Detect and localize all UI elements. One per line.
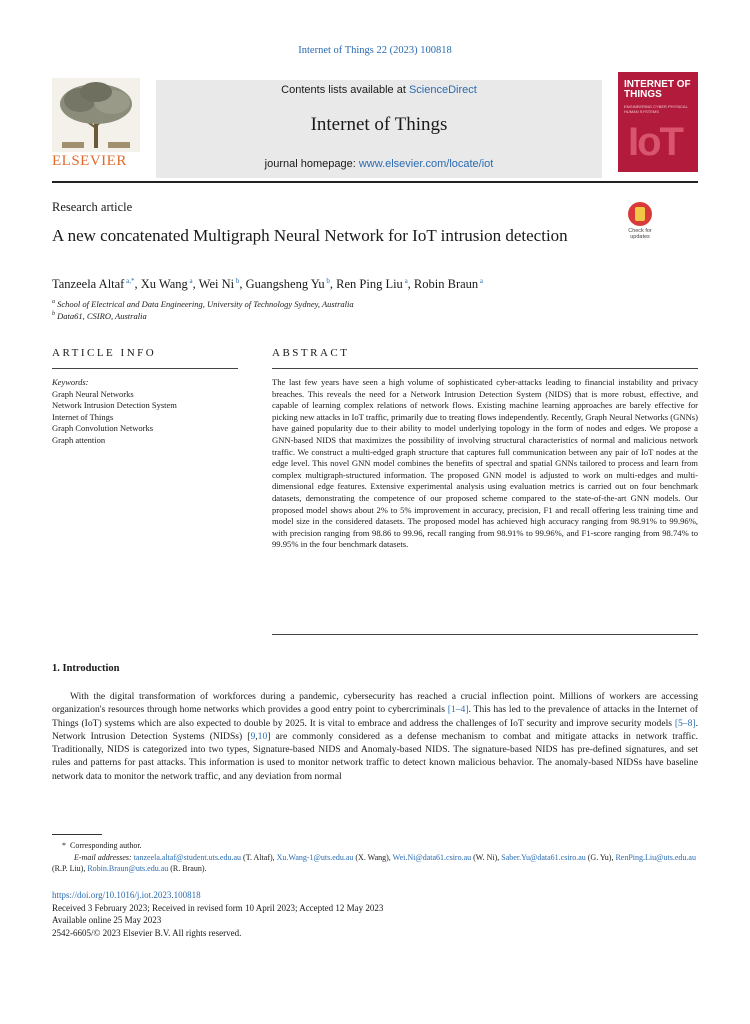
reference-link[interactable]: 9: [250, 730, 256, 742]
homepage-link[interactable]: www.elsevier.com/locate/iot: [358, 158, 494, 170]
publication-info: [52, 889, 698, 939]
elsevier-wordmark: ELSEVIER: [52, 153, 127, 169]
cover-title: INTERNET OF THINGS: [624, 79, 691, 100]
copyright: 2542-6605/© 2023 Elsevier B.V. All rights reserved.: [52, 927, 242, 938]
contents-prefix: Contents lists available at: [281, 84, 409, 96]
article-info-heading: ARTICLE INFO: [52, 347, 157, 359]
email-addresses: [52, 852, 698, 874]
keyword-item[interactable]: Graph Neural Networks: [52, 388, 134, 399]
intro-text: ] are commonly considered as a defense mechanism to combat and mitigate attacks in network traffic. Traditionally, NIDS is categorized into two types, Signature-based NIDS and Anomaly-based NIDS. The signature-based NIDS has pre-defined signatures, and set rules and patterns for past attacks. This information is used to monitor network traffic to detect known malicious behavior. The anomaly-based NIDSs have baseline network data to monitor the network traffic, and any deviation from normal: [52, 730, 698, 782]
journal-header-box: [156, 80, 602, 178]
email-link[interactable]: RenPing.Liu@uts.edu.au: [615, 853, 696, 862]
author-name[interactable]: Guangsheng Yu: [245, 277, 325, 292]
journal-citation-link[interactable]: Internet of Things 22 (2023) 100818: [298, 45, 452, 56]
crossmark-icon: [628, 202, 652, 226]
affiliation-b: [52, 311, 147, 321]
intro-text: With the digital transformation of workforces during a pandemic, cybersecurity has reached a crucial inflection point. Millions of workers are accessing organization's resources through home networks which provides a good entry point to cybercriminals: [52, 691, 698, 716]
author-affiliation-mark[interactable]: b: [324, 277, 330, 285]
author-name[interactable]: Ren Ping Liu: [336, 277, 403, 292]
received-dates: Received 3 February 2023; Received in revised form 10 April 2023; Accepted 12 May 2023: [52, 902, 384, 913]
abstract-rule-top: [272, 368, 698, 369]
affiliation-a: [52, 299, 354, 309]
author-affiliation-mark[interactable]: b: [234, 277, 240, 285]
contents-line: [156, 84, 602, 96]
corresponding-text: Corresponding author.: [70, 841, 142, 850]
header-divider: [52, 181, 698, 183]
author-affiliation-mark[interactable]: a,*: [124, 277, 135, 285]
email-owner: (R. Braun).: [168, 864, 207, 873]
sciencedirect-link[interactable]: ScienceDirect: [408, 84, 477, 96]
journal-title: Internet of Things: [310, 114, 448, 135]
keyword-item[interactable]: Internet of Things: [52, 411, 114, 422]
email-label: E-mail addresses:: [74, 853, 134, 862]
email-owner: (X. Wang),: [353, 853, 393, 862]
introduction-heading: 1. Introduction: [52, 663, 120, 674]
author-list: Tanzeela Altaf $^{a,*}$, Xu Wang $^a$, Wei Ni $^b$, Guangsheng Yu $^b$, Ren Ping Liu $^a$, Robin Braun $^a$: [52, 277, 484, 292]
keyword-item[interactable]: Graph Convolution Networks: [52, 423, 154, 433]
author-name[interactable]: Robin Braun: [413, 277, 479, 292]
intro-text: . Network Intrusion Detection Systems (NIDSs) [: [52, 717, 698, 742]
homepage-line: [156, 158, 602, 170]
cover-subtitle: ENGINEERING CYBER PHYSICAL HUMAN SYSTEMS: [624, 104, 688, 114]
cover-mark: IoT: [628, 120, 682, 164]
intro-text: . This has led to the prevalence of attacks in the Internet of Things (IoT) systems which are also expected to double by 2025. It is vital to embrace and address the challenges of IoT security and improve security models: [52, 704, 698, 729]
keyword-item[interactable]: Network Intrusion Detection System: [52, 400, 177, 410]
article-type: Research article: [52, 200, 133, 214]
keywords-block: [52, 377, 252, 446]
footnote-rule: [52, 834, 102, 835]
intro-text: ,: [255, 730, 258, 742]
corresponding-author-note: [62, 840, 682, 851]
abstract-text: The last few years have seen a high volume of sophisticated cyber-attacks leading to financial instability and privacy breaches. This reveals the need for a Network Intrusion Detection System (NIDS) that is more robust, effective, and capable of learning complex relations of network flows. Existing machine learning approaches are barely effective for picking new attacks in IoT traffic, primarily due to treating flows independently. Recently, Graph Neural Networks (GNNs) have gained popularity due to their ability to model underlying topology in the form of nodes and edges. We propose a GNN-based NIDS that maximizes the possibility of involving structural characteristics of normal and malicious network traffic. We construct a multi-edged graph structure that captures full communication between any pair of IoT nodes at the edge level. This novel GNN model combines the benefits of spectral and spatial GNNs tailored to process and learn from complex multigraph-structured information. The proposed GNN model is adjusted to work on multi-edges and multi-dimensional edge features. Extensive experimental analysis using evaluation metrics is carried out on four benchmark datasets, demonstrating the competence of our proposed scheme compared to the state-of-the-art GNN models. Our proposed model shows about 2% to 5% improvement in accuracy, precision, F1 and recall offering less training time and model size in the considered datasets. The proposed model has achieved high accuracy ranging from 98.91% to 99.96%, with precision ranging from 98.86 to 99.96, recall ranging from 98.91% to 99.96%, and F1-score ranging from 98.74% to 99.95% in the four benchmark datasets.: [272, 377, 698, 550]
affiliation-b-text: Data61, CSIRO, Australia: [57, 311, 147, 321]
author-name[interactable]: Wei Ni: [198, 277, 235, 292]
reference-link[interactable]: [1–4]: [447, 704, 469, 716]
abstract-rule-bottom: [272, 634, 698, 635]
email-link[interactable]: Wei.Ni@data61.csiro.au: [392, 853, 472, 862]
author-name[interactable]: Tanzeela Altaf: [52, 277, 125, 292]
author-affiliation-mark[interactable]: a: [402, 277, 408, 285]
author-affiliation-mark[interactable]: a: [478, 277, 484, 285]
email-owner: (W. Ni),: [471, 853, 502, 862]
abstract-heading: ABSTRACT: [272, 347, 350, 359]
homepage-prefix: journal homepage:: [264, 158, 359, 170]
doi-link[interactable]: https://doi.org/10.1016/j.iot.2023.100818: [52, 890, 201, 900]
article-info-rule: [52, 368, 238, 369]
author-name[interactable]: Xu Wang: [140, 277, 188, 292]
crossmark-label: Check for updates: [628, 228, 652, 240]
email-link[interactable]: tanzeela.altaf@student.uts.edu.au: [133, 853, 242, 862]
email-owner: (G. Yu),: [585, 853, 616, 862]
keywords-label: Keywords:: [52, 377, 89, 387]
email-link[interactable]: Saber.Yu@data61.csiro.au: [501, 853, 586, 862]
keyword-item[interactable]: Graph attention: [52, 434, 106, 445]
reference-link[interactable]: 10: [257, 730, 268, 742]
available-online: Available online 25 May 2023: [52, 915, 162, 925]
check-for-updates-button[interactable]: [620, 202, 660, 244]
corresponding-mark: *: [62, 841, 66, 850]
email-owner: (T. Altaf),: [241, 853, 277, 862]
author-affiliation-mark[interactable]: a: [187, 277, 193, 285]
paper-title: A new concatenated Multigraph Neural Network for IoT intrusion detection: [52, 226, 568, 245]
email-owner: (R.P. Liu),: [52, 864, 88, 873]
affiliation-a-mark: a: [52, 299, 55, 306]
email-link[interactable]: Robin.Braun@uts.edu.au: [87, 864, 169, 873]
affiliation-a-text: School of Electrical and Data Engineering, University of Technology Sydney, Australia: [57, 299, 354, 309]
affiliation-b-mark: b: [52, 311, 55, 318]
email-link[interactable]: Xu.Wang-1@uts.edu.au: [276, 853, 354, 862]
journal-cover-image[interactable]: [618, 72, 698, 172]
reference-link[interactable]: [5–8]: [674, 717, 696, 729]
introduction-paragraph: [52, 690, 698, 783]
